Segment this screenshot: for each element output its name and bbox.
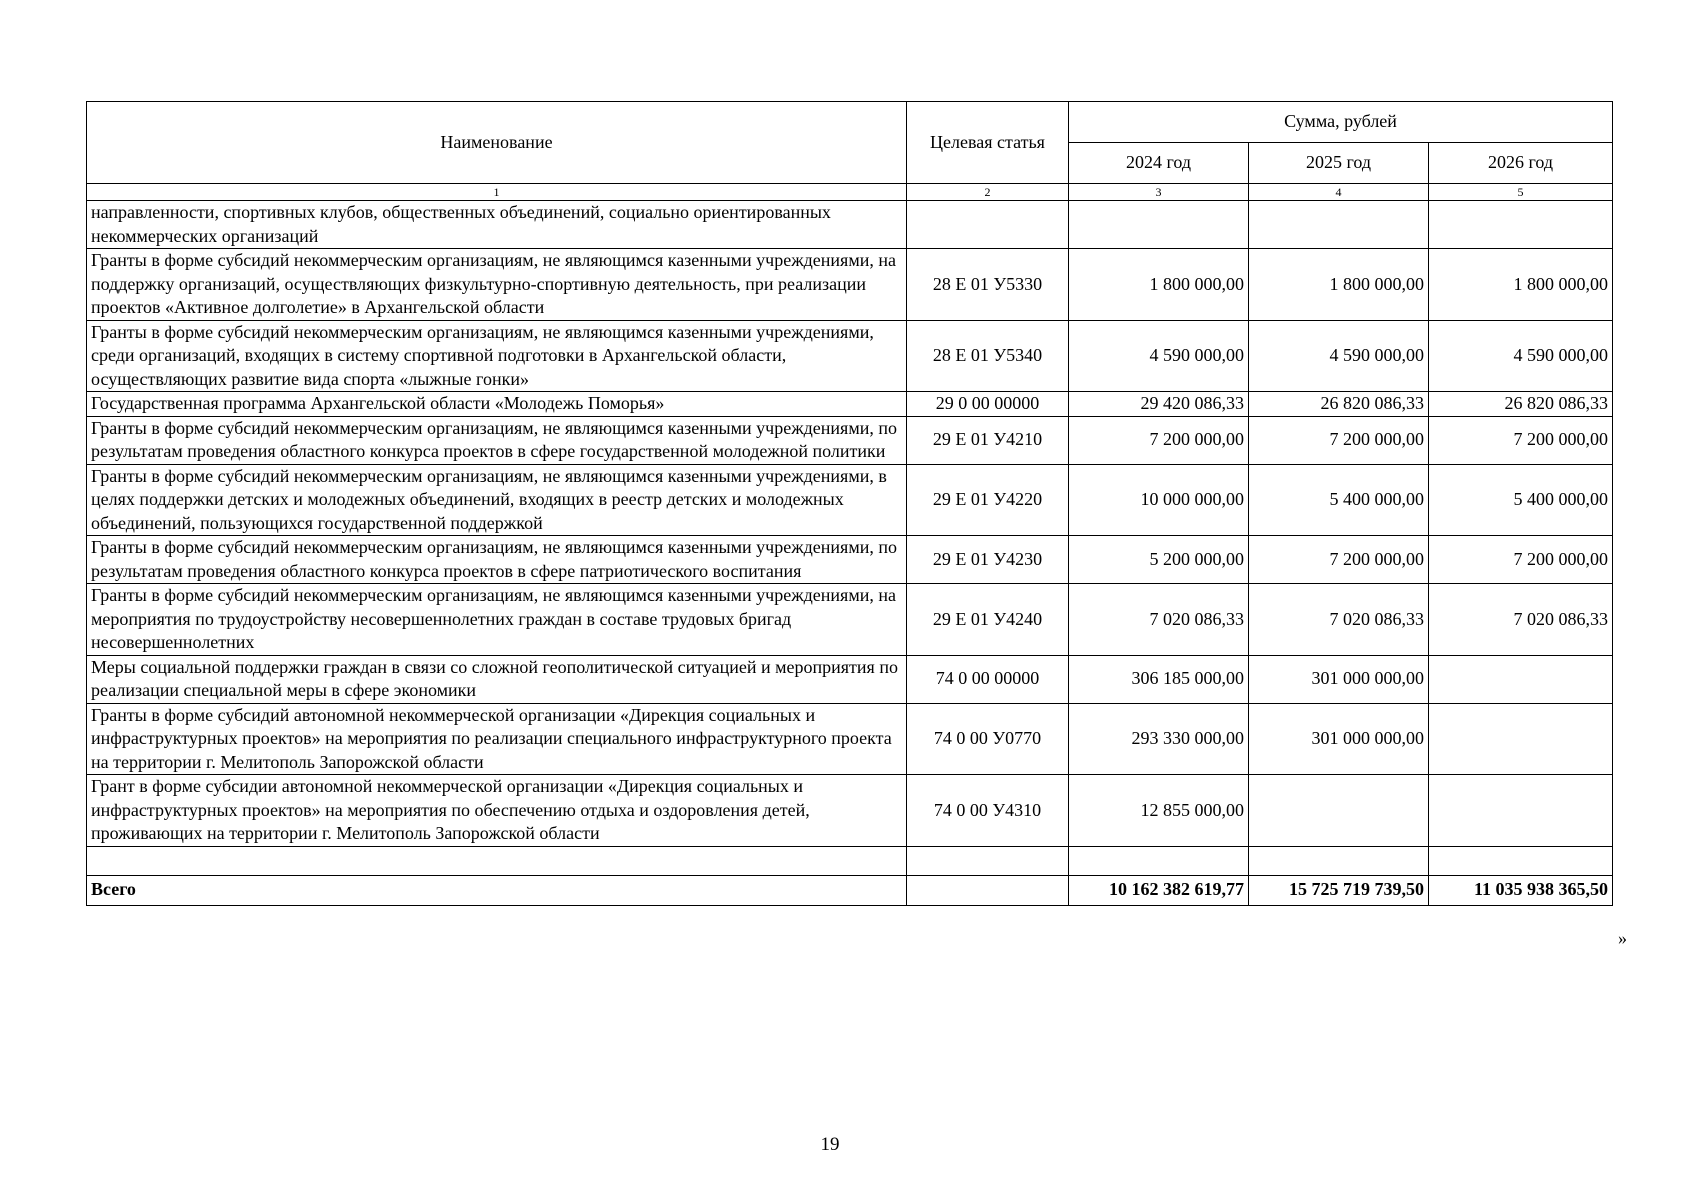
empty-cell — [1429, 846, 1613, 875]
row-sum-2026: 7 200 000,00 — [1429, 416, 1613, 464]
row-code: 29 Е 01 У4220 — [907, 464, 1069, 536]
row-name: направленности, спортивных клубов, общественных объединений, социально ориентированных некоммерческих организаций — [87, 201, 907, 249]
row-sum-2025 — [1249, 201, 1429, 249]
row-code: 74 0 00 У4310 — [907, 775, 1069, 847]
table-row — [87, 655, 1613, 703]
row-sum-2024: 7 200 000,00 — [1069, 416, 1249, 464]
row-sum-2025: 301 000 000,00 — [1249, 703, 1429, 775]
header-year-2026: 2026 год — [1429, 143, 1613, 184]
header-year-2025: 2025 год — [1249, 143, 1429, 184]
row-code: 74 0 00 00000 — [907, 655, 1069, 703]
row-code: 29 Е 01 У4240 — [907, 584, 1069, 656]
row-code: 29 0 00 00000 — [907, 392, 1069, 417]
table-row — [87, 703, 1613, 775]
row-sum-2026: 5 400 000,00 — [1429, 464, 1613, 536]
row-sum-2025: 7 200 000,00 — [1249, 416, 1429, 464]
row-code: 29 Е 01 У4230 — [907, 536, 1069, 584]
row-name: Гранты в форме субсидий некоммерческим организациям, не являющимся казенными учреждениями, на мероприятия по трудоустройству несовершеннолетних граждан в составе трудовых бригад несовершеннолетних — [87, 584, 907, 656]
row-name: Гранты в форме субсидий некоммерческим организациям, не являющимся казенными учреждениями, среди организаций, входящих в систему спортивной подготовки в Архангельской области, осуществляющих развитие вида спорта «лыжные гонки» — [87, 320, 907, 392]
budget-table — [86, 101, 1613, 906]
row-code: 29 Е 01 У4210 — [907, 416, 1069, 464]
row-name: Гранты в форме субсидий некоммерческим организациям, не являющимся казенными учреждениями, в целях поддержки детских и молодежных объединений, входящих в реестр детских и молодежных объединений, пользующихся государственной поддержкой — [87, 464, 907, 536]
table-row — [87, 392, 1613, 417]
column-number: 2 — [907, 184, 1069, 201]
row-name: Гранты в форме субсидий некоммерческим организациям, не являющимся казенными учреждениями, по результатам проведения областного конкурса проектов в сфере патриотического воспитания — [87, 536, 907, 584]
column-number: 5 — [1429, 184, 1613, 201]
row-sum-2026 — [1429, 655, 1613, 703]
row-code: 28 Е 01 У5330 — [907, 249, 1069, 321]
table-row — [87, 249, 1613, 321]
row-sum-2024: 5 200 000,00 — [1069, 536, 1249, 584]
row-sum-2024 — [1069, 201, 1249, 249]
row-sum-2025: 301 000 000,00 — [1249, 655, 1429, 703]
row-sum-2024: 293 330 000,00 — [1069, 703, 1249, 775]
row-sum-2024: 10 000 000,00 — [1069, 464, 1249, 536]
row-name: Грант в форме субсидии автономной некоммерческой организации «Дирекция социальных и инфраструктурных проектов» на мероприятия по обеспечению отдыха и оздоровления детей, проживающих на территории г. Мелитополь Запорожской области — [87, 775, 907, 847]
total-row — [87, 875, 1613, 905]
row-sum-2024: 12 855 000,00 — [1069, 775, 1249, 847]
row-name: Меры социальной поддержки граждан в связи со сложной геополитической ситуацией и мероприятия по реализации специальной меры в сфере экономики — [87, 655, 907, 703]
row-sum-2024: 7 020 086,33 — [1069, 584, 1249, 656]
column-number: 1 — [87, 184, 907, 201]
empty-row — [87, 846, 1613, 875]
column-number: 4 — [1249, 184, 1429, 201]
table-row — [87, 464, 1613, 536]
row-name: Государственная программа Архангельской области «Молодежь Поморья» — [87, 392, 907, 417]
column-number: 3 — [1069, 184, 1249, 201]
total-2025: 15 725 719 739,50 — [1249, 875, 1429, 905]
table-row — [87, 775, 1613, 847]
table-row — [87, 320, 1613, 392]
table-header — [87, 102, 1613, 201]
row-sum-2026: 7 200 000,00 — [1429, 536, 1613, 584]
row-sum-2024: 1 800 000,00 — [1069, 249, 1249, 321]
row-sum-2024: 306 185 000,00 — [1069, 655, 1249, 703]
header-year-2024: 2024 год — [1069, 143, 1249, 184]
row-name: Гранты в форме субсидий автономной некоммерческой организации «Дирекция социальных и инфраструктурных проектов» на мероприятия по реализации специального инфраструктурного проекта на территории г. Мелитополь Запорожской области — [87, 703, 907, 775]
row-sum-2026: 1 800 000,00 — [1429, 249, 1613, 321]
total-label: Всего — [87, 875, 907, 905]
page-number: 19 — [820, 1134, 840, 1155]
row-sum-2025: 4 590 000,00 — [1249, 320, 1429, 392]
row-name: Гранты в форме субсидий некоммерческим организациям, не являющимся казенными учреждениями, по результатам проведения областного конкурса проектов в сфере государственной молодежной политики — [87, 416, 907, 464]
total-2024: 10 162 382 619,77 — [1069, 875, 1249, 905]
row-sum-2025: 7 020 086,33 — [1249, 584, 1429, 656]
empty-cell — [907, 846, 1069, 875]
row-name: Гранты в форме субсидий некоммерческим организациям, не являющимся казенными учреждениями, на поддержку организаций, осуществляющих физкультурно-спортивную деятельность, при реализации проектов «Активное долголетие» в Архангельской области — [87, 249, 907, 321]
empty-cell — [1069, 846, 1249, 875]
header-code: Целевая статья — [907, 102, 1069, 184]
row-sum-2026 — [1429, 201, 1613, 249]
row-sum-2026 — [1429, 703, 1613, 775]
row-sum-2024: 29 420 086,33 — [1069, 392, 1249, 417]
header-sum: Сумма, рублей — [1069, 102, 1613, 143]
row-sum-2025: 26 820 086,33 — [1249, 392, 1429, 417]
table-row — [87, 584, 1613, 656]
row-sum-2026: 26 820 086,33 — [1429, 392, 1613, 417]
total-2026: 11 035 938 365,50 — [1429, 875, 1613, 905]
row-sum-2025 — [1249, 775, 1429, 847]
table-row — [87, 536, 1613, 584]
row-code — [907, 201, 1069, 249]
table-body — [87, 201, 1613, 906]
closing-quote: » — [1618, 928, 1627, 948]
row-sum-2026: 7 020 086,33 — [1429, 584, 1613, 656]
empty-cell — [87, 846, 907, 875]
total-code — [907, 875, 1069, 905]
row-sum-2026 — [1429, 775, 1613, 847]
row-sum-2024: 4 590 000,00 — [1069, 320, 1249, 392]
header-name: Наименование — [87, 102, 907, 184]
row-sum-2025: 1 800 000,00 — [1249, 249, 1429, 321]
empty-cell — [1249, 846, 1429, 875]
row-code: 28 Е 01 У5340 — [907, 320, 1069, 392]
column-number-row — [87, 184, 1613, 201]
row-code: 74 0 00 У0770 — [907, 703, 1069, 775]
row-sum-2025: 7 200 000,00 — [1249, 536, 1429, 584]
table-row — [87, 201, 1613, 249]
row-sum-2025: 5 400 000,00 — [1249, 464, 1429, 536]
table-row — [87, 416, 1613, 464]
row-sum-2026: 4 590 000,00 — [1429, 320, 1613, 392]
